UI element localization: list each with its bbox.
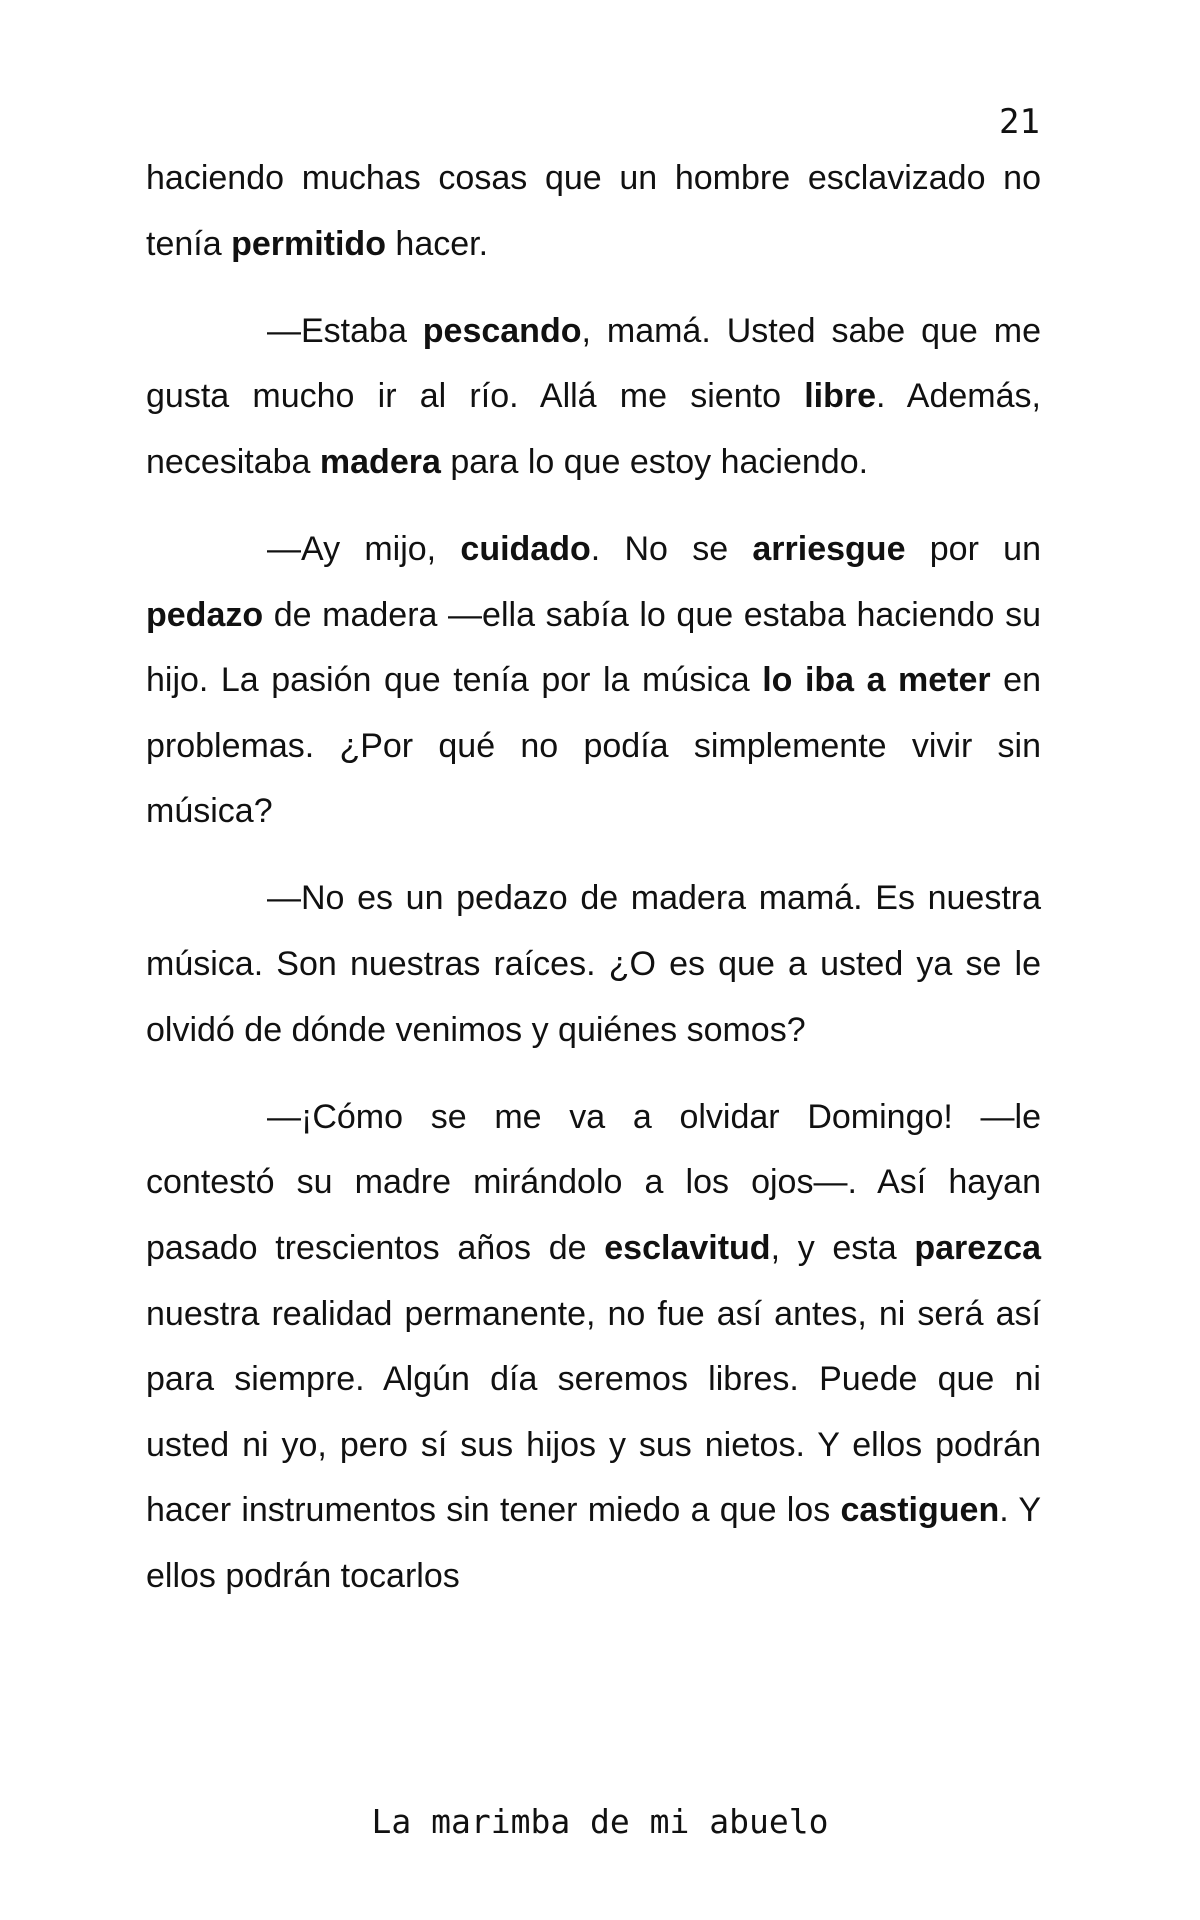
bold-term: cuidado <box>460 529 591 568</box>
bold-term: pescando <box>422 311 582 350</box>
text-segment: hacer. <box>385 224 489 263</box>
book-title-footer: La marimba de mi abuelo <box>371 1802 829 1841</box>
text-segment: —Estaba <box>267 311 423 350</box>
bold-term: madera <box>319 442 441 481</box>
text-segment: . No se <box>590 529 753 568</box>
text-segment: nuestra realidad permanente, no fue así antes, ni será así para siempre. Algún día seremos libres. Puede que ni usted ni yo, pero sí sus hijos y sus nietos. Y ellos podrán hacer instrumentos sin tener miedo a que los <box>146 1294 1041 1530</box>
text-segment: —¡Cómo se me va a olvidar Domingo! —le contestó su madre mirándolo a los ojos—. Así hayan pasado trescientos años de <box>146 1097 1041 1267</box>
text-segment: de madera —ella sabía lo que estaba haciendo su hijo. La pasión que tenía por la música <box>146 595 1041 700</box>
bold-term: esclavitud <box>604 1228 771 1267</box>
text-segment: —Ay mijo, <box>267 529 461 568</box>
bold-term: libre <box>804 377 877 416</box>
text-segment: —No es un pedazo de madera mamá. Es nuestra música. Son nuestras raíces. ¿O es que a usted ya se le olvidó de dónde venimos y quiénes somos? <box>146 879 1041 1049</box>
text-segment: , y esta <box>770 1228 915 1267</box>
paragraph <box>146 1085 1041 1610</box>
bold-term: parezca <box>914 1228 1041 1267</box>
text-segment: en problemas. ¿Por qué no podía simplemente vivir sin música? <box>146 661 1041 831</box>
text-segment: . Y ellos podrán tocarlos <box>146 1491 1041 1595</box>
text-segment: por un <box>905 529 1041 568</box>
text-segment: . Además, necesitaba <box>146 377 1041 481</box>
bold-term: lo iba a meter <box>762 661 991 700</box>
bold-term: arriesgue <box>752 529 906 568</box>
bold-term: castiguen <box>840 1491 1000 1530</box>
paragraph <box>146 517 1041 845</box>
text-segment: , mamá. Usted sabe que me gusta mucho ir al río. Allá me siento <box>146 311 1041 416</box>
bold-term: pedazo <box>146 595 264 634</box>
paragraph <box>146 866 1041 1063</box>
bold-term: permitido <box>231 224 386 263</box>
text-segment: haciendo muchas cosas que un hombre esclavizado no tenía <box>146 159 1041 263</box>
paragraph <box>146 146 1041 277</box>
text-segment: para lo que estoy haciendo. <box>440 442 869 481</box>
paragraph <box>146 299 1041 496</box>
body-text <box>146 146 1041 1631</box>
page-number: 21 <box>999 102 1040 142</box>
